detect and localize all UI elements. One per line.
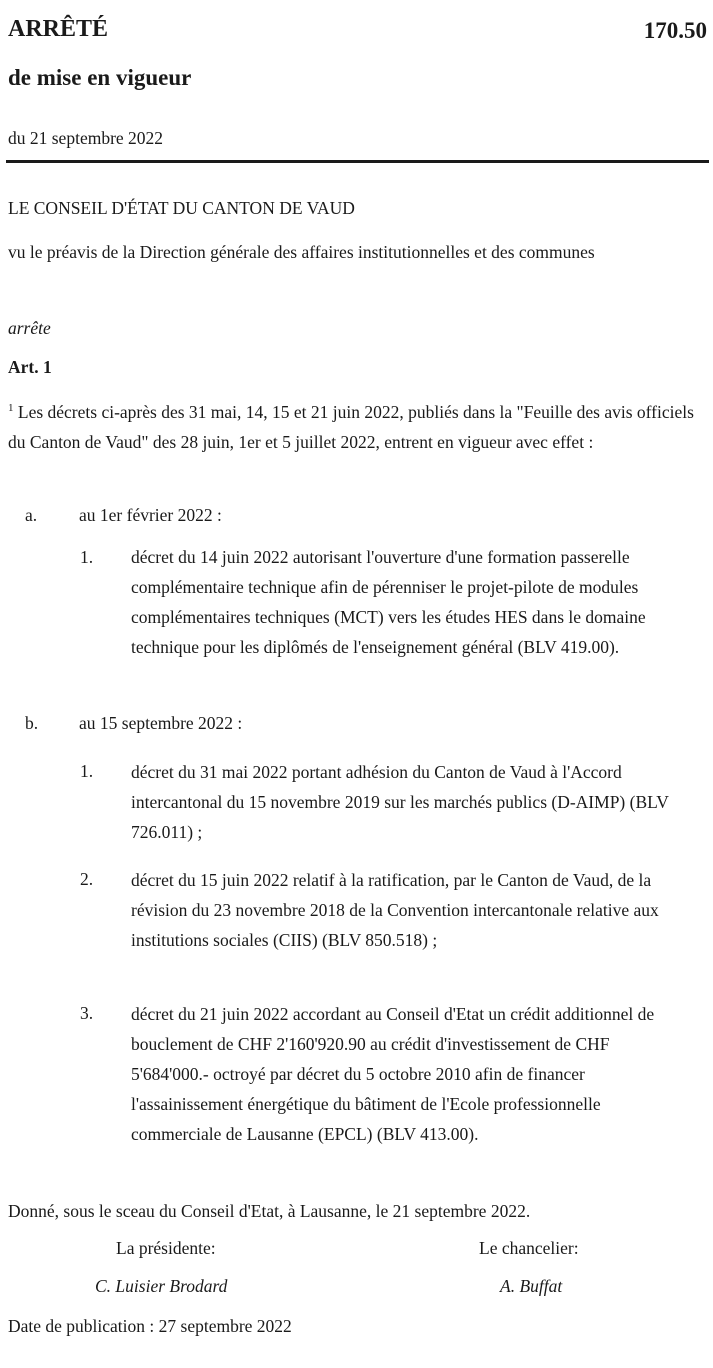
section-label: au 15 septembre 2022 : — [79, 713, 243, 733]
publication-date: Date de publication : 27 septembre 2022 — [8, 1316, 292, 1336]
document-subtitle: de mise en vigueur — [8, 65, 192, 90]
arrete-word: arrête — [8, 318, 51, 338]
vu-paragraph: vu le préavis de la Direction générale des affaires institutionnelles et des communes — [8, 242, 595, 262]
item-text: décret du 31 mai 2022 portant adhésion du Canton de Vaud à l'Accord intercantonal du 15 novembre 2019 sur les marchés publics (D-AIMP) (BLV 726.011) ; — [131, 762, 669, 842]
item-text: décret du 21 juin 2022 accordant au Conseil d'Etat un crédit additionnel de bouclement de CHF 2'160'920.90 au crédit d'investissement de CHF 5'684'000.- octroyé par décret du 5 octobre 2010 afin de financer l'assainissement énergétique du bâtiment de l'Ecole professionnelle commerciale de Lausanne (EPCL) (BLV 413.00). — [131, 1004, 655, 1144]
article-heading: Art. 1 — [8, 357, 52, 377]
section-label: au 1er février 2022 : — [79, 505, 222, 525]
president-role: La présidente: — [116, 1238, 216, 1258]
article-intro-text: Les décrets ci-après des 31 mai, 14, 15 et 21 juin 2022, publiés dans la "Feuille des avis officiels du Canton de Vaud" des 28 juin, 1er et 5 juillet 2022, entrent en vigueur avec effet : — [8, 402, 694, 452]
item-number: 1. — [80, 547, 94, 567]
document-title: ARRÊTÉ — [8, 16, 109, 42]
item-number: 3. — [80, 1003, 94, 1023]
section-letter: a. — [25, 505, 38, 525]
chancellor-name: A. Buffat — [500, 1276, 563, 1296]
given-statement: Donné, sous le sceau du Conseil d'Etat, à Lausanne, le 21 septembre 2022. — [8, 1201, 531, 1221]
article-intro-paragraph — [8, 397, 708, 457]
document-date: du 21 septembre 2022 — [8, 128, 164, 148]
authority-line: LE CONSEIL D'ÉTAT DU CANTON DE VAUD — [8, 198, 355, 218]
item-number: 2. — [80, 869, 94, 889]
item-text: décret du 14 juin 2022 autorisant l'ouverture d'une formation passerelle complémentaire technique afin de pérenniser le projet-pilote de modules complémentaires techniques (MCT) vers les études HES dans le domaine technique pour les diplômés de l'enseignement général (BLV 419.00). — [131, 547, 646, 657]
chancellor-role: Le chancelier: — [479, 1238, 579, 1258]
section-letter: b. — [25, 713, 39, 733]
item-text: décret du 15 juin 2022 relatif à la ratification, par le Canton de Vaud, de la révision du 23 novembre 2018 de la Convention intercantonale relative aux institutions sociales (CIIS) (BLV 850.518) ; — [131, 870, 659, 950]
header-divider — [6, 160, 709, 163]
paragraph-number: 1 — [8, 402, 14, 415]
item-number: 1. — [80, 761, 94, 781]
document-number: 170.50 — [643, 18, 707, 43]
president-name: C. Luisier Brodard — [95, 1276, 228, 1296]
